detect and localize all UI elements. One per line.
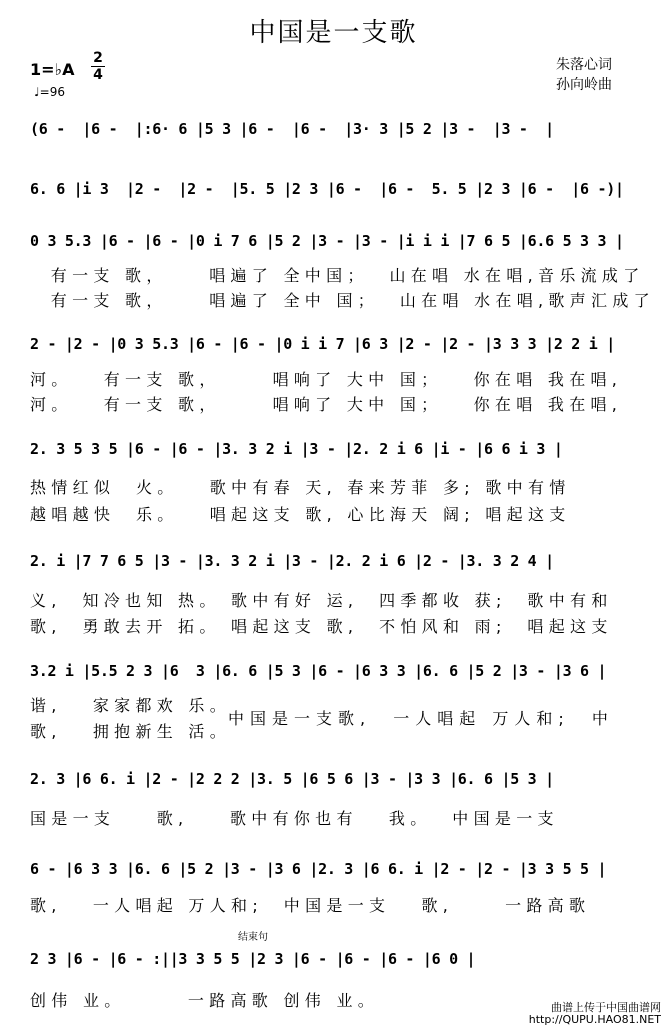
time-signature-top: 2	[93, 50, 103, 66]
watermark-line-1: 曲谱上传于中国曲谱网	[551, 1001, 661, 1014]
notation-line-9: 6 - |6 3 3 |6. 6 |5 2 |3 - |3 6 |2. 3 |6 6. i |2 - |2 - |3 3 5 5 |	[30, 860, 607, 878]
lyric-line-5-verse-2: 越唱越快 乐。 唱起这支 歌, 心比海天 阔; 唱起这支	[30, 505, 571, 524]
watermark	[529, 1002, 661, 1026]
lyric-line-7-verse-1: 谐, 家家都欢 乐。	[30, 696, 232, 715]
lyric-line-4-verse-1: 河。 有一支 歌， 唱响了 大中 国； 你在唱 我在唱,	[30, 370, 623, 389]
lyric-line-3-verse-1: 有一支 歌， 唱遍了 全中国； 山在唱 水在唱,音乐流成了	[30, 266, 645, 285]
lyric-line-9: 歌, 一人唱起 万人和; 中国是一支 歌, 一路高歌	[30, 896, 591, 915]
lyric-line-6-verse-2: 歌, 勇敢去开 拓。 唱起这支 歌, 不怕风和 雨; 唱起这支	[30, 617, 613, 636]
lyric-line-4-verse-2: 河。 有一支 歌， 唱响了 大中 国； 你在唱 我在唱,	[30, 395, 623, 414]
lyric-line-3-verse-2: 有一支 歌， 唱遍了 全中 国； 山在唱 水在唱,歌声汇成了	[30, 291, 655, 310]
time-signature	[91, 50, 105, 83]
lyric-line-7-verse-2: 歌, 拥抱新生 活。	[30, 722, 232, 741]
lyric-line-6-verse-1: 义, 知冷也知 热。 歌中有好 运, 四季都收 获; 歌中有和	[30, 591, 613, 610]
ending-label: 结束句	[238, 932, 268, 943]
watermark-line-2: http://QUPU.HAO81.NET	[528, 1013, 661, 1026]
notation-line-8: 2. 3 |6 6. i |2 - |2 2 2 |3. 5 |6 5 6 |3 - |3 3 |6. 6 |5 3 |	[30, 770, 554, 788]
notation-line-6: 2. i |7 7 6 5 |3 - |3. 3 2 i |3 - |2. 2 i 6 |2 - |3. 3 2 4 |	[30, 552, 554, 570]
lyricist-credit: 朱落心词	[556, 57, 612, 73]
time-signature-bottom: 4	[93, 67, 103, 83]
notation-line-7: 3.2 i |5.5 2 3 |6 3 |6. 6 |5 3 |6 - |6 3 3 |6. 6 |5 2 |3 - |3 6 |	[30, 662, 607, 680]
notation-line-3: 0 3 5.3 |6 - |6 - |0 i 7 6 |5 2 |3 - |3 - |i i i |7 6 5 |6.6 5 3 3 |	[30, 232, 624, 250]
lyric-line-5-verse-1: 热情红似 火。 歌中有春 天, 春来芳菲 多; 歌中有情	[30, 478, 571, 497]
notation-line-2: 6. 6 |i 3 |2 - |2 - |5. 5 |2 3 |6 - |6 - 5. 5 |2 3 |6 - |6 -)|	[30, 180, 624, 198]
lyric-line-7-chorus: 中国是一支歌, 一人唱起 万人和; 中	[228, 709, 614, 728]
composer-credit: 孙向岭曲	[556, 77, 612, 93]
notation-line-10: 2 3 |6 - |6 - :||3 3 5 5 |2 3 |6 - |6 - |6 - |6 0 |	[30, 950, 476, 968]
notation-line-1: (6 - |6 - |:6· 6 |5 3 |6 - |6 - |3· 3 |5 2 |3 - |3 - |	[30, 120, 554, 138]
song-title: 中国是一支歌	[249, 18, 418, 48]
notation-line-5: 2. 3 5 3 5 |6 - |6 - |3. 3 2 i |3 - |2. 2 i 6 |i - |6 6 i 3 |	[30, 440, 563, 458]
lyric-line-10: 创伟 业。 一路高歌 创伟 业。	[30, 991, 380, 1010]
notation-line-4: 2 - |2 - |0 3 5.3 |6 - |6 - |0 i i 7 |6 3 |2 - |2 - |3 3 3 |2 2 i |	[30, 335, 615, 353]
key-signature: 1=♭A	[30, 60, 75, 79]
lyric-line-8: 国是一支 歌, 歌中有你也有 我。 中国是一支	[30, 809, 559, 828]
tempo-marking: ♩=96	[34, 85, 65, 99]
